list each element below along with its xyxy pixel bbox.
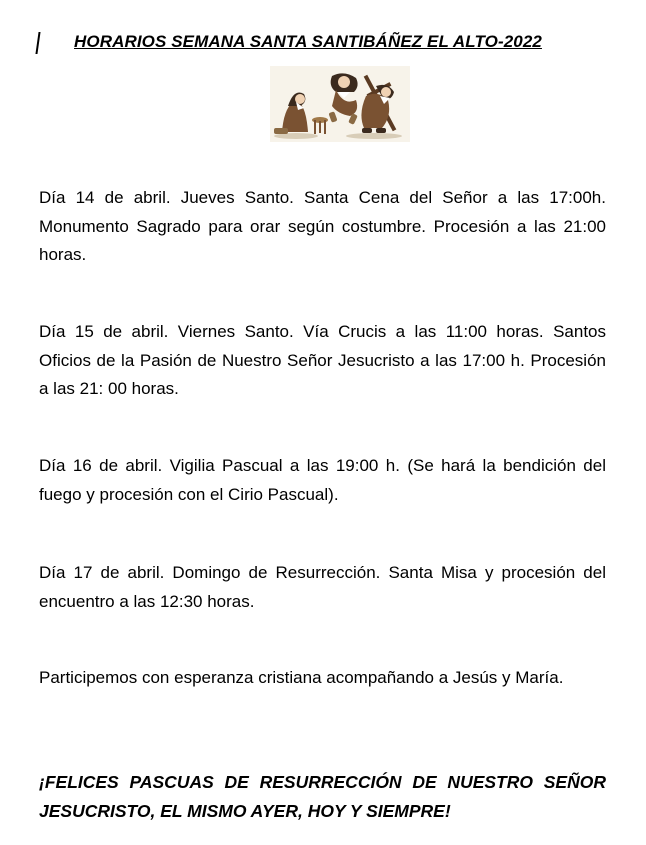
closing-greeting: ¡FELICES PASCUAS DE RESURRECCIÓN DE NUESTRO SEÑOR JESUCRISTO, EL MISMO AYER, HOY Y SIEMPRE! [39, 772, 606, 821]
invitation-paragraph: Participemos con esperanza cristiana acompañando a Jesús y María. [39, 668, 564, 687]
schedule-thursday: Día 14 de abril. Jueves Santo. Santa Cena del Señor a las 17:00h. Monumento Sagrado para orar según costumbre. Procesión a las 21:00 horas. [39, 188, 606, 264]
schedule-sunday: Día 17 de abril. Domingo de Resurrección. Santa Misa y procesión del encuentro a las 12:30 horas. [39, 563, 606, 611]
wooden-stool [312, 117, 328, 134]
schedule-saturday: Día 16 de abril. Vigilia Pascual a las 19:00 h. (Se hará la bendición del fuego y procesión con el Cirio Pascual). [39, 456, 606, 504]
document-title: HORARIOS SEMANA SANTA SANTIBÁÑEZ EL ALTO-2022 [74, 32, 542, 51]
schedule-friday: Día 15 de abril. Viernes Santo. Vía Crucis a las 11:00 horas. Santos Oficios de la Pasión de Nuestro Señor Jesucristo a las 17:00 h. Procesión a las 21: 00 horas. [39, 322, 606, 398]
nuns-with-cross-illustration [270, 66, 410, 142]
text-cursor-mark [35, 32, 40, 54]
